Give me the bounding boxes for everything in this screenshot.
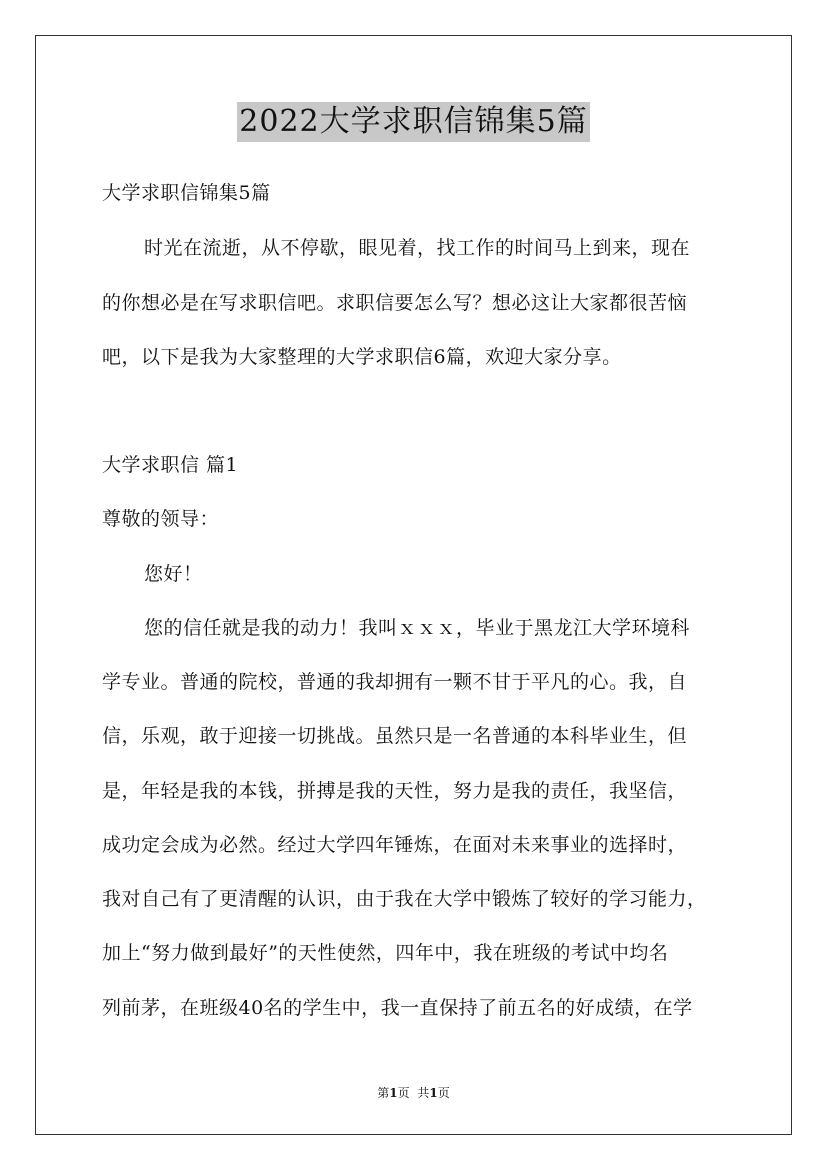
intro-line: 时光在流逝，从不停歇，眼见着，找工作的时间马上到来，现在 — [144, 237, 691, 259]
body-line: 您的信任就是我的动力！我叫ｘｘｘ，毕业于黑龙江大学环境科 — [144, 617, 691, 639]
footer-total-number: 1 — [429, 1086, 438, 1100]
footer-page-number: 1 — [389, 1086, 398, 1100]
title-container — [0, 102, 827, 142]
document-title: 2022大学求职信锦集5篇 — [237, 102, 589, 142]
footer-page-suffix: 页 — [397, 1086, 410, 1100]
body-line: 成功定会成为必然。经过大学四年锤炼，在面对未来事业的选择时， — [102, 834, 688, 856]
body-line: 列前茅，在班级40名的学生中，我一直保持了前五名的好成绩，在学 — [102, 997, 693, 1019]
intro-line: 的你想必是在写求职信吧。求职信要怎么写？想必这让大家都很苦恼 — [102, 292, 688, 314]
salutation: 尊敬的领导： — [102, 508, 220, 530]
body-line: 是，年轻是我的本钱，拼搏是我的天性，努力是我的责任，我坚信， — [102, 780, 688, 802]
page-footer — [0, 1085, 827, 1101]
footer-total-prefix: 共 — [417, 1086, 430, 1100]
body-line: 加上“努力做到最好”的天性使然，四年中，我在班级的考试中均名 — [102, 942, 669, 964]
body-line: 我对自己有了更清醒的认识，由于我在大学中锻炼了较好的学习能力， — [102, 888, 707, 910]
body-line: 学专业。普通的院校，普通的我却拥有一颗不甘于平凡的心。我，自 — [102, 671, 688, 693]
section-heading: 大学求职信 篇1 — [102, 454, 239, 476]
footer-page-prefix: 第 — [377, 1086, 390, 1100]
footer-total-suffix: 页 — [437, 1086, 450, 1100]
subtitle: 大学求职信锦集5篇 — [102, 182, 271, 204]
intro-line: 吧，以下是我为大家整理的大学求职信6篇，欢迎大家分享。 — [102, 346, 622, 368]
body-line: 信，乐观，敢于迎接一切挑战。虽然只是一名普通的本科毕业生，但 — [102, 725, 688, 747]
greeting: 您好！ — [144, 563, 203, 585]
